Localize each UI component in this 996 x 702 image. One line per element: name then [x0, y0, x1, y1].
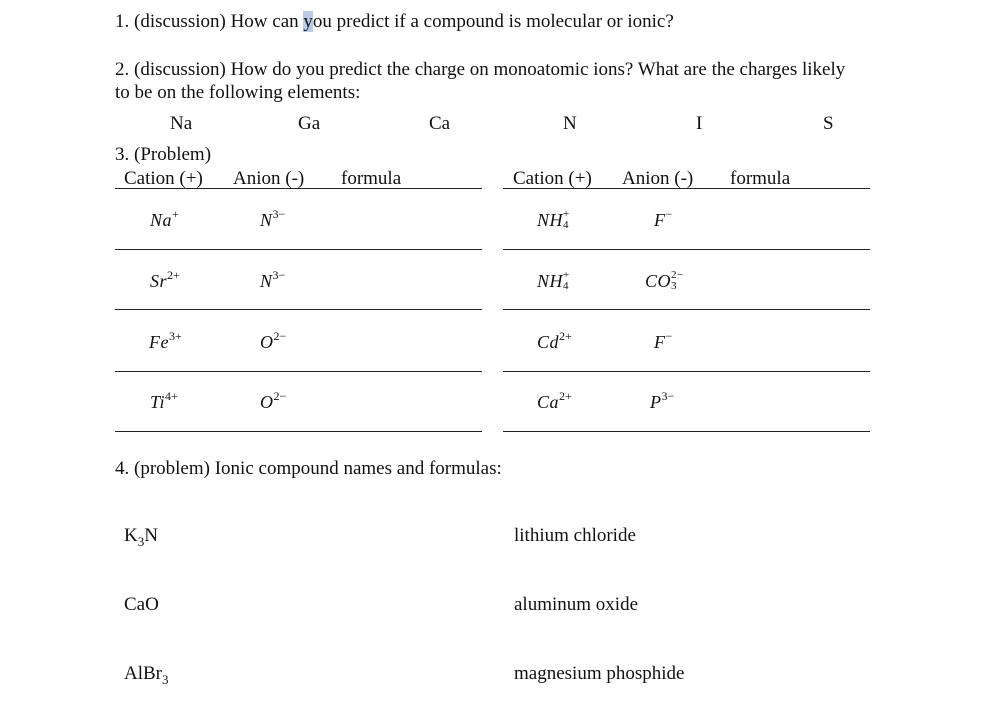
right-cation-3: $Cd^{2+}$ [537, 329, 572, 352]
element-n: N [563, 113, 577, 134]
right-cation-2: NH+ 4 [537, 269, 570, 292]
name-item-3: magnesium phosphide [514, 663, 685, 684]
element-ca: Ca [429, 113, 451, 134]
name-item-1: lithium chloride [514, 525, 636, 546]
right-header-formula: formula [730, 168, 791, 189]
left-row-rule-3 [115, 371, 482, 372]
left-anion-2: $N^{3-}$ [260, 268, 286, 291]
element-s: S [823, 113, 834, 134]
left-cation-4: $Ti^{4+}$ [150, 389, 178, 412]
element-ga: Ga [298, 113, 321, 134]
right-row-rule-2 [503, 309, 870, 310]
left-header-rule [115, 188, 482, 189]
question-3-title: 3. (Problem) [115, 144, 212, 165]
right-row-rule-4 [503, 431, 870, 432]
left-anion-3: $O^{2-}$ [260, 329, 287, 352]
right-header-rule [503, 188, 870, 189]
left-row-rule-1 [115, 249, 482, 250]
left-cation-2: $Sr^{2+}$ [150, 268, 180, 291]
element-i: I [696, 113, 703, 134]
right-row-rule-1 [503, 249, 870, 250]
left-header-formula: formula [341, 168, 402, 189]
right-anion-3: F− [654, 329, 673, 352]
right-anion-4: $P^{3-}$ [650, 389, 675, 412]
right-row-rule-3 [503, 371, 870, 372]
formula-item-2: CaO [124, 594, 159, 615]
question-2-line-2: to be on the following elements: [115, 82, 361, 103]
formula-item-3: AlBr$_3$ [124, 663, 169, 687]
question-2-line-1: 2. (discussion) How do you predict the charge on monoatomic ions? What are the charges likely [115, 59, 846, 80]
right-anion-2: CO2− 3 [645, 269, 684, 292]
question-1-text-end: ou predict if a compound is molecular or ionic? [312, 11, 674, 32]
left-cation-1: Na+ [150, 207, 179, 230]
element-na: Na [170, 113, 193, 134]
left-anion-1: $N^{3-}$ [260, 207, 286, 230]
left-header-cation: Cation (+) [124, 168, 203, 189]
name-item-2: aluminum oxide [514, 594, 639, 615]
left-row-rule-2 [115, 309, 482, 310]
question-4-title: 4. (problem) Ionic compound names and formulas: [115, 458, 502, 479]
right-header-anion: Anion (-) [622, 168, 694, 189]
formula-item-1: $K_3N$ [124, 525, 158, 549]
question-1 [115, 12, 674, 31]
left-cation-3: $Fe^{3+}$ [149, 329, 182, 352]
left-header-anion: Anion (-) [233, 168, 305, 189]
question-1-text-start: 1. (discussion) How can [115, 11, 304, 32]
right-cation-4: $Ca^{2+}$ [537, 389, 572, 412]
left-row-rule-4 [115, 431, 482, 432]
text-selection-highlight: y [303, 11, 313, 32]
right-anion-1: F− [654, 207, 673, 230]
right-header-cation: Cation (+) [513, 168, 592, 189]
right-cation-1: NH+ 4 [537, 208, 570, 231]
left-anion-4: $O^{2-}$ [260, 389, 287, 412]
